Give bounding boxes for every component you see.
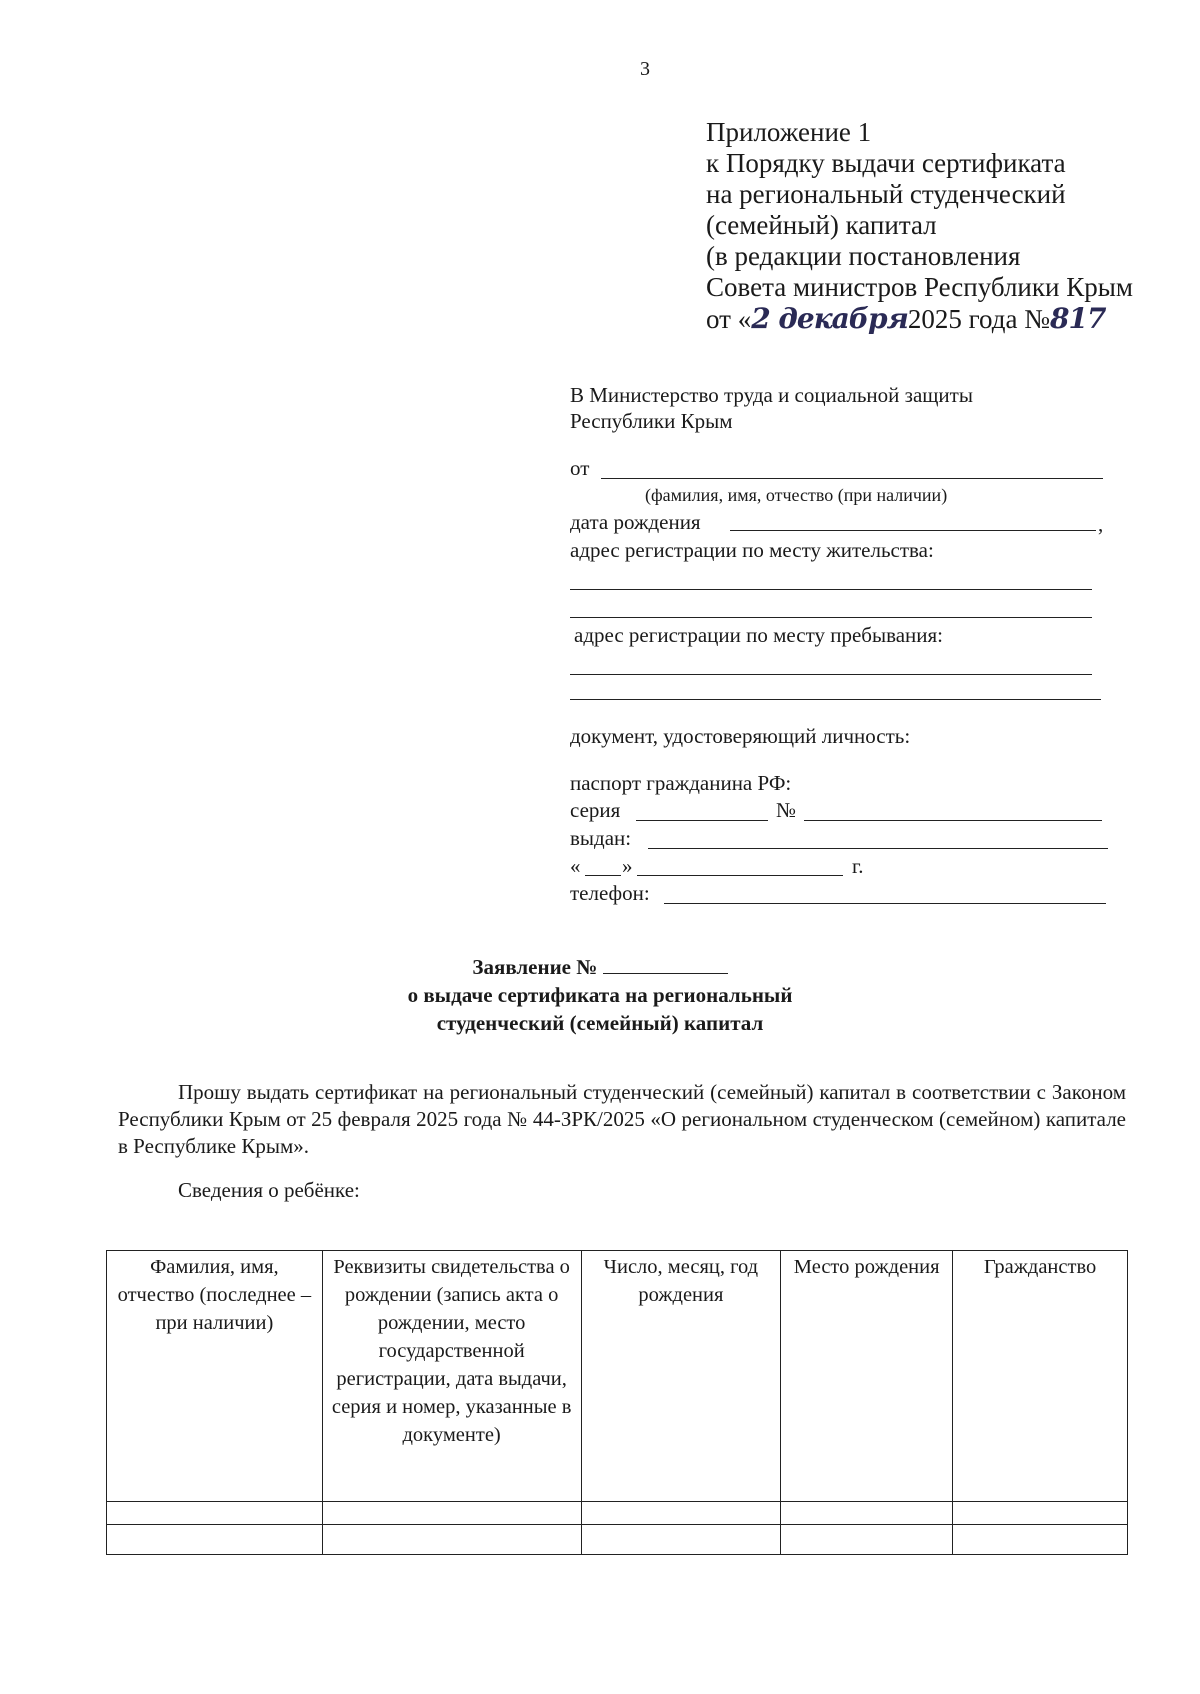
passport-label: паспорт гражданина РФ: [570, 771, 792, 795]
table-cell[interactable] [107, 1525, 323, 1555]
header-birthplace: Место рождения [793, 1256, 940, 1278]
reg-residence-field-1[interactable] [570, 589, 1092, 590]
header-birthdate: Число, месяц, год рождения [603, 1256, 759, 1306]
date-close: » [622, 854, 633, 878]
reg-stay-field-1[interactable] [570, 674, 1092, 675]
id-doc-label: документ, удостоверяющий личность: [570, 724, 911, 748]
table-cell[interactable] [953, 1525, 1128, 1555]
page-number: 3 [640, 58, 650, 80]
date-year: 2025 года № [907, 304, 1051, 334]
addressee-line2: Республики Крым [570, 409, 733, 433]
fio-caption: (фамилия, имя, отчество (при наличии) [645, 485, 948, 505]
table-cell[interactable] [581, 1525, 781, 1555]
issued-label: выдан: [570, 826, 632, 850]
birthdate-label: дата рождения [570, 510, 701, 534]
title-line3: студенческий (семейный) капитал [436, 1011, 764, 1035]
child-info-table [106, 1250, 1128, 1555]
month-year-field[interactable] [637, 875, 843, 876]
statement-body: Прошу выдать сертификат на региональный студенческий (семейный) капитал в соответствии с Законом Республики Крым от 25 февраля 2025 года № 44-ЗРК/2025 «О региональном студенческом (семейном) капитале в Республике Крым». [118, 1080, 1126, 1158]
year-suffix: г. [852, 854, 864, 878]
issued-field[interactable] [648, 848, 1108, 849]
child-info-label: Сведения о ребёнке: [178, 1178, 360, 1202]
appendix-line: Совета министров Республики Крым [706, 272, 1133, 302]
header-birth-cert: Реквизиты свидетельства о рождении (запись акта о рождении, место государственной регистрации, дата выдачи, серия и номер, указанные в документе) [331, 1256, 572, 1446]
addressee-line1: В Министерство труда и социальной защиты [570, 383, 973, 407]
number-label: № [776, 798, 797, 822]
table-row [107, 1525, 1128, 1555]
table-header-cell [581, 1251, 781, 1502]
table-cell[interactable] [781, 1502, 953, 1525]
handwritten-date: 2 декабря [751, 302, 908, 335]
appendix-line: (семейный) капитал [706, 210, 937, 240]
appendix-line: (в редакции постановления [706, 241, 1021, 271]
title-line1: Заявление № [472, 955, 598, 979]
series-field[interactable] [636, 820, 768, 821]
table-header-cell [781, 1251, 953, 1502]
header-citizenship: Гражданство [983, 1256, 1097, 1278]
header-fio: Фамилия, имя, отчество (последнее – при наличии) [117, 1256, 312, 1334]
handwritten-number: 817 [1050, 302, 1106, 335]
table-cell[interactable] [781, 1525, 953, 1555]
date-open: « [570, 854, 581, 878]
table-cell[interactable] [322, 1502, 581, 1525]
statement-title [0, 953, 1200, 981]
table-row [107, 1502, 1128, 1525]
table-header-cell [322, 1251, 581, 1502]
reg-stay-field-2[interactable] [570, 699, 1101, 700]
from-label: от [570, 456, 590, 480]
table-header-row [107, 1251, 1128, 1502]
statement-number-field[interactable] [603, 955, 728, 974]
day-field[interactable] [585, 875, 621, 876]
reg-residence-field-2[interactable] [570, 617, 1092, 618]
phone-field[interactable] [664, 903, 1106, 904]
appendix-header [706, 117, 1133, 335]
table-cell[interactable] [581, 1502, 781, 1525]
reg-stay-label: адрес регистрации по месту пребывания: [574, 623, 944, 647]
series-label: серия [570, 798, 621, 822]
appendix-line: к Порядку выдачи сертификата [706, 148, 1066, 178]
phone-label: телефон: [570, 881, 650, 905]
table-cell[interactable] [107, 1502, 323, 1525]
reg-residence-label: адрес регистрации по месту жительства: [570, 538, 934, 562]
table-header-cell [107, 1251, 323, 1502]
table-header-cell [953, 1251, 1128, 1502]
table-cell[interactable] [322, 1525, 581, 1555]
appendix-date-line [706, 303, 1133, 335]
table-cell[interactable] [953, 1502, 1128, 1525]
appendix-line: на региональный студенческий [706, 179, 1066, 209]
appendix-line: Приложение 1 [706, 117, 872, 147]
fio-field[interactable] [601, 478, 1103, 479]
title-line2: о выдаче сертификата на региональный [407, 983, 793, 1007]
passport-number-field[interactable] [804, 820, 1102, 821]
date-prefix: от « [706, 304, 752, 334]
birthdate-field[interactable] [730, 530, 1096, 531]
comma: , [1098, 512, 1104, 536]
